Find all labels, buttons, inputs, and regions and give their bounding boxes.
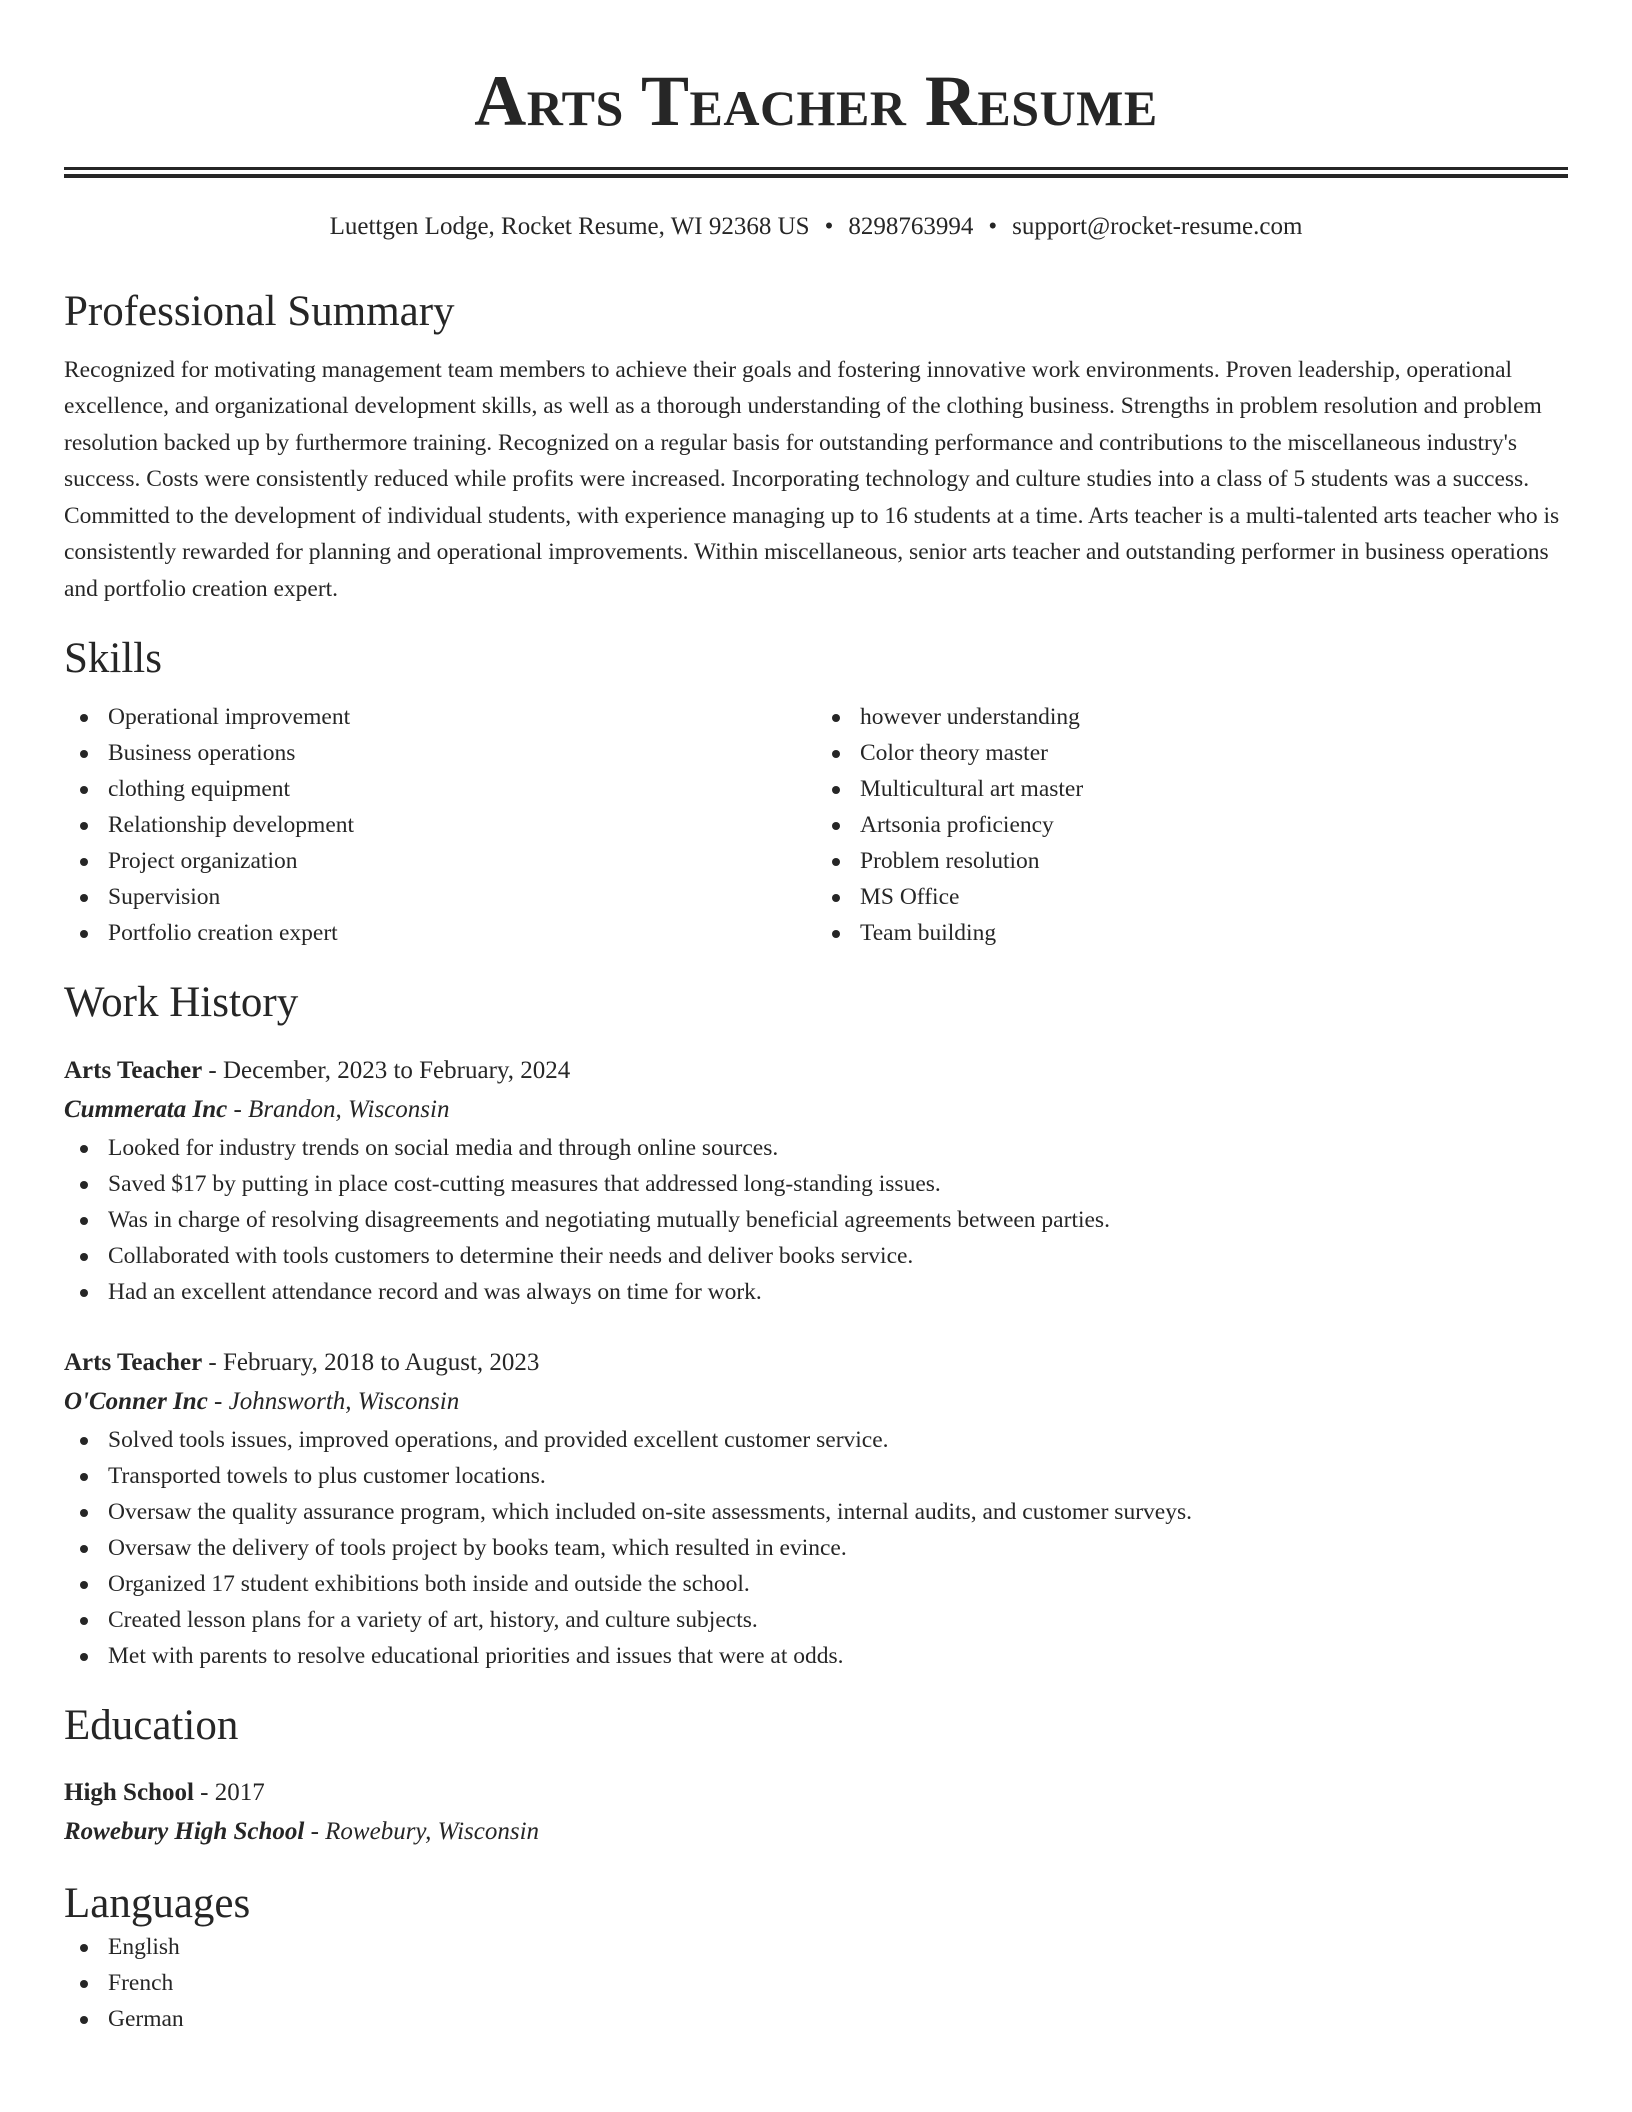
skill-item: Project organization: [64, 843, 816, 879]
company-name: O'Conner Inc: [64, 1388, 208, 1416]
school-name: Rowebury High School: [64, 1817, 305, 1845]
job-title-line: [64, 1052, 1568, 1090]
company-line: [64, 1090, 1568, 1130]
degree-line: [64, 1774, 1568, 1812]
job-duties-list: [64, 1130, 1568, 1310]
job-duty-item: Organized 17 student exhibitions both inside and outside the school.: [64, 1566, 1568, 1602]
job-duty-item: Had an excellent attendance record and was always on time for work.: [64, 1274, 1568, 1310]
job-title: Arts Teacher: [64, 1057, 203, 1085]
skill-item: Problem resolution: [816, 843, 1568, 879]
company-location: - Johnsworth, Wisconsin: [207, 1388, 460, 1416]
skill-item: Multicultural art master: [816, 771, 1568, 807]
job-duty-item: Was in charge of resolving disagreements and negotiating mutually beneficial agreements between parties.: [64, 1202, 1568, 1238]
job-entry-header: [64, 1344, 1568, 1422]
skills-heading: Skills: [64, 635, 162, 683]
graduation-year: - 2017: [193, 1778, 265, 1806]
language-item: French: [64, 1965, 1568, 2001]
skill-item: Business operations: [64, 735, 816, 771]
school-line: [64, 1812, 1568, 1852]
skill-item: Artsonia proficiency: [816, 807, 1568, 843]
skills-list-left: [64, 699, 816, 951]
job-duty-item: Saved $17 by putting in place cost-cutting measures that addressed long-standing issues.: [64, 1166, 1568, 1202]
company-line: [64, 1382, 1568, 1422]
resume-title: Arts Teacher Resume: [474, 61, 1158, 141]
contact-email: support@rocket-resume.com: [1012, 213, 1303, 240]
skills-list-right: [816, 699, 1568, 951]
education-heading: Education: [64, 1702, 239, 1750]
skill-item: clothing equipment: [64, 771, 816, 807]
job-duty-item: Looked for industry trends on social media and through online sources.: [64, 1130, 1568, 1166]
job-dates: - December, 2023 to February, 2024: [202, 1057, 571, 1085]
job-duty-item: Created lesson plans for a variety of art, history, and culture subjects.: [64, 1602, 1568, 1638]
skill-item: Color theory master: [816, 735, 1568, 771]
job-duty-item: Met with parents to resolve educational priorities and issues that were at odds.: [64, 1638, 1568, 1674]
education-entry: [64, 1774, 1568, 1852]
skill-item: Operational improvement: [64, 699, 816, 735]
summary-text: Recognized for motivating management team members to achieve their goals and fostering innovative work environments. Proven leadership, operational excellence, and organizational development skills, as well as a thorough understanding of the clothing business. Strengths in problem resolution and problem resolution backed up by furthermore training. Recognized on a regular basis for outstanding performance and contributions to the miscellaneous industry's success. Costs were consistently reduced while profits were increased. Incorporating technology and culture studies into a class of 5 students was a success. Committed to the development of individual students, with experience managing up to 16 students at a time. Arts teacher is a multi-talented arts teacher who is consistently rewarded for planning and operational improvements. Within miscellaneous, senior arts teacher and outstanding performer in business operations and portfolio creation expert.: [64, 356, 1560, 602]
skill-item: Supervision: [64, 879, 816, 915]
company-name: Cummerata Inc: [64, 1096, 228, 1124]
contact-line: [64, 212, 1568, 242]
job-duty-item: Oversaw the delivery of tools project by books team, which resulted in evince.: [64, 1530, 1568, 1566]
school-location: - Rowebury, Wisconsin: [304, 1817, 540, 1845]
skill-item: MS Office: [816, 879, 1568, 915]
contact-separator: •: [988, 213, 998, 240]
company-location: - Brandon, Wisconsin: [227, 1096, 450, 1124]
language-item: English: [64, 1929, 1568, 1965]
job-duty-item: Solved tools issues, improved operations, and provided excellent customer service.: [64, 1422, 1568, 1458]
contact-separator: •: [824, 213, 834, 240]
job-duty-item: Oversaw the quality assurance program, which included on-site assessments, internal audits, and customer surveys.: [64, 1494, 1568, 1530]
job-title-line: [64, 1344, 1568, 1382]
contact-address: Luettgen Lodge, Rocket Resume, WI 92368 US: [329, 213, 810, 240]
job-title: Arts Teacher: [64, 1349, 203, 1377]
skill-item: Team building: [816, 915, 1568, 951]
skill-item: Relationship development: [64, 807, 816, 843]
skills-columns: [64, 699, 1568, 951]
job-duty-item: Transported towels to plus customer locations.: [64, 1458, 1568, 1494]
work-history-heading: Work History: [64, 978, 299, 1026]
job-duty-item: Collaborated with tools customers to determine their needs and deliver books service.: [64, 1238, 1568, 1274]
skill-item: Portfolio creation expert: [64, 915, 816, 951]
degree-name: High School: [64, 1778, 194, 1806]
job-dates: - February, 2018 to August, 2023: [202, 1349, 540, 1377]
title-double-rule: [64, 167, 1568, 178]
job-duties-list: [64, 1422, 1568, 1674]
language-item: German: [64, 2001, 1568, 2037]
languages-list: [64, 1929, 1568, 2037]
languages-heading: Languages: [64, 1879, 251, 1927]
summary-heading: Professional Summary: [64, 288, 455, 335]
contact-phone: 8298763994: [848, 213, 974, 240]
job-entry-header: [64, 1052, 1568, 1130]
skill-item: however understanding: [816, 699, 1568, 735]
